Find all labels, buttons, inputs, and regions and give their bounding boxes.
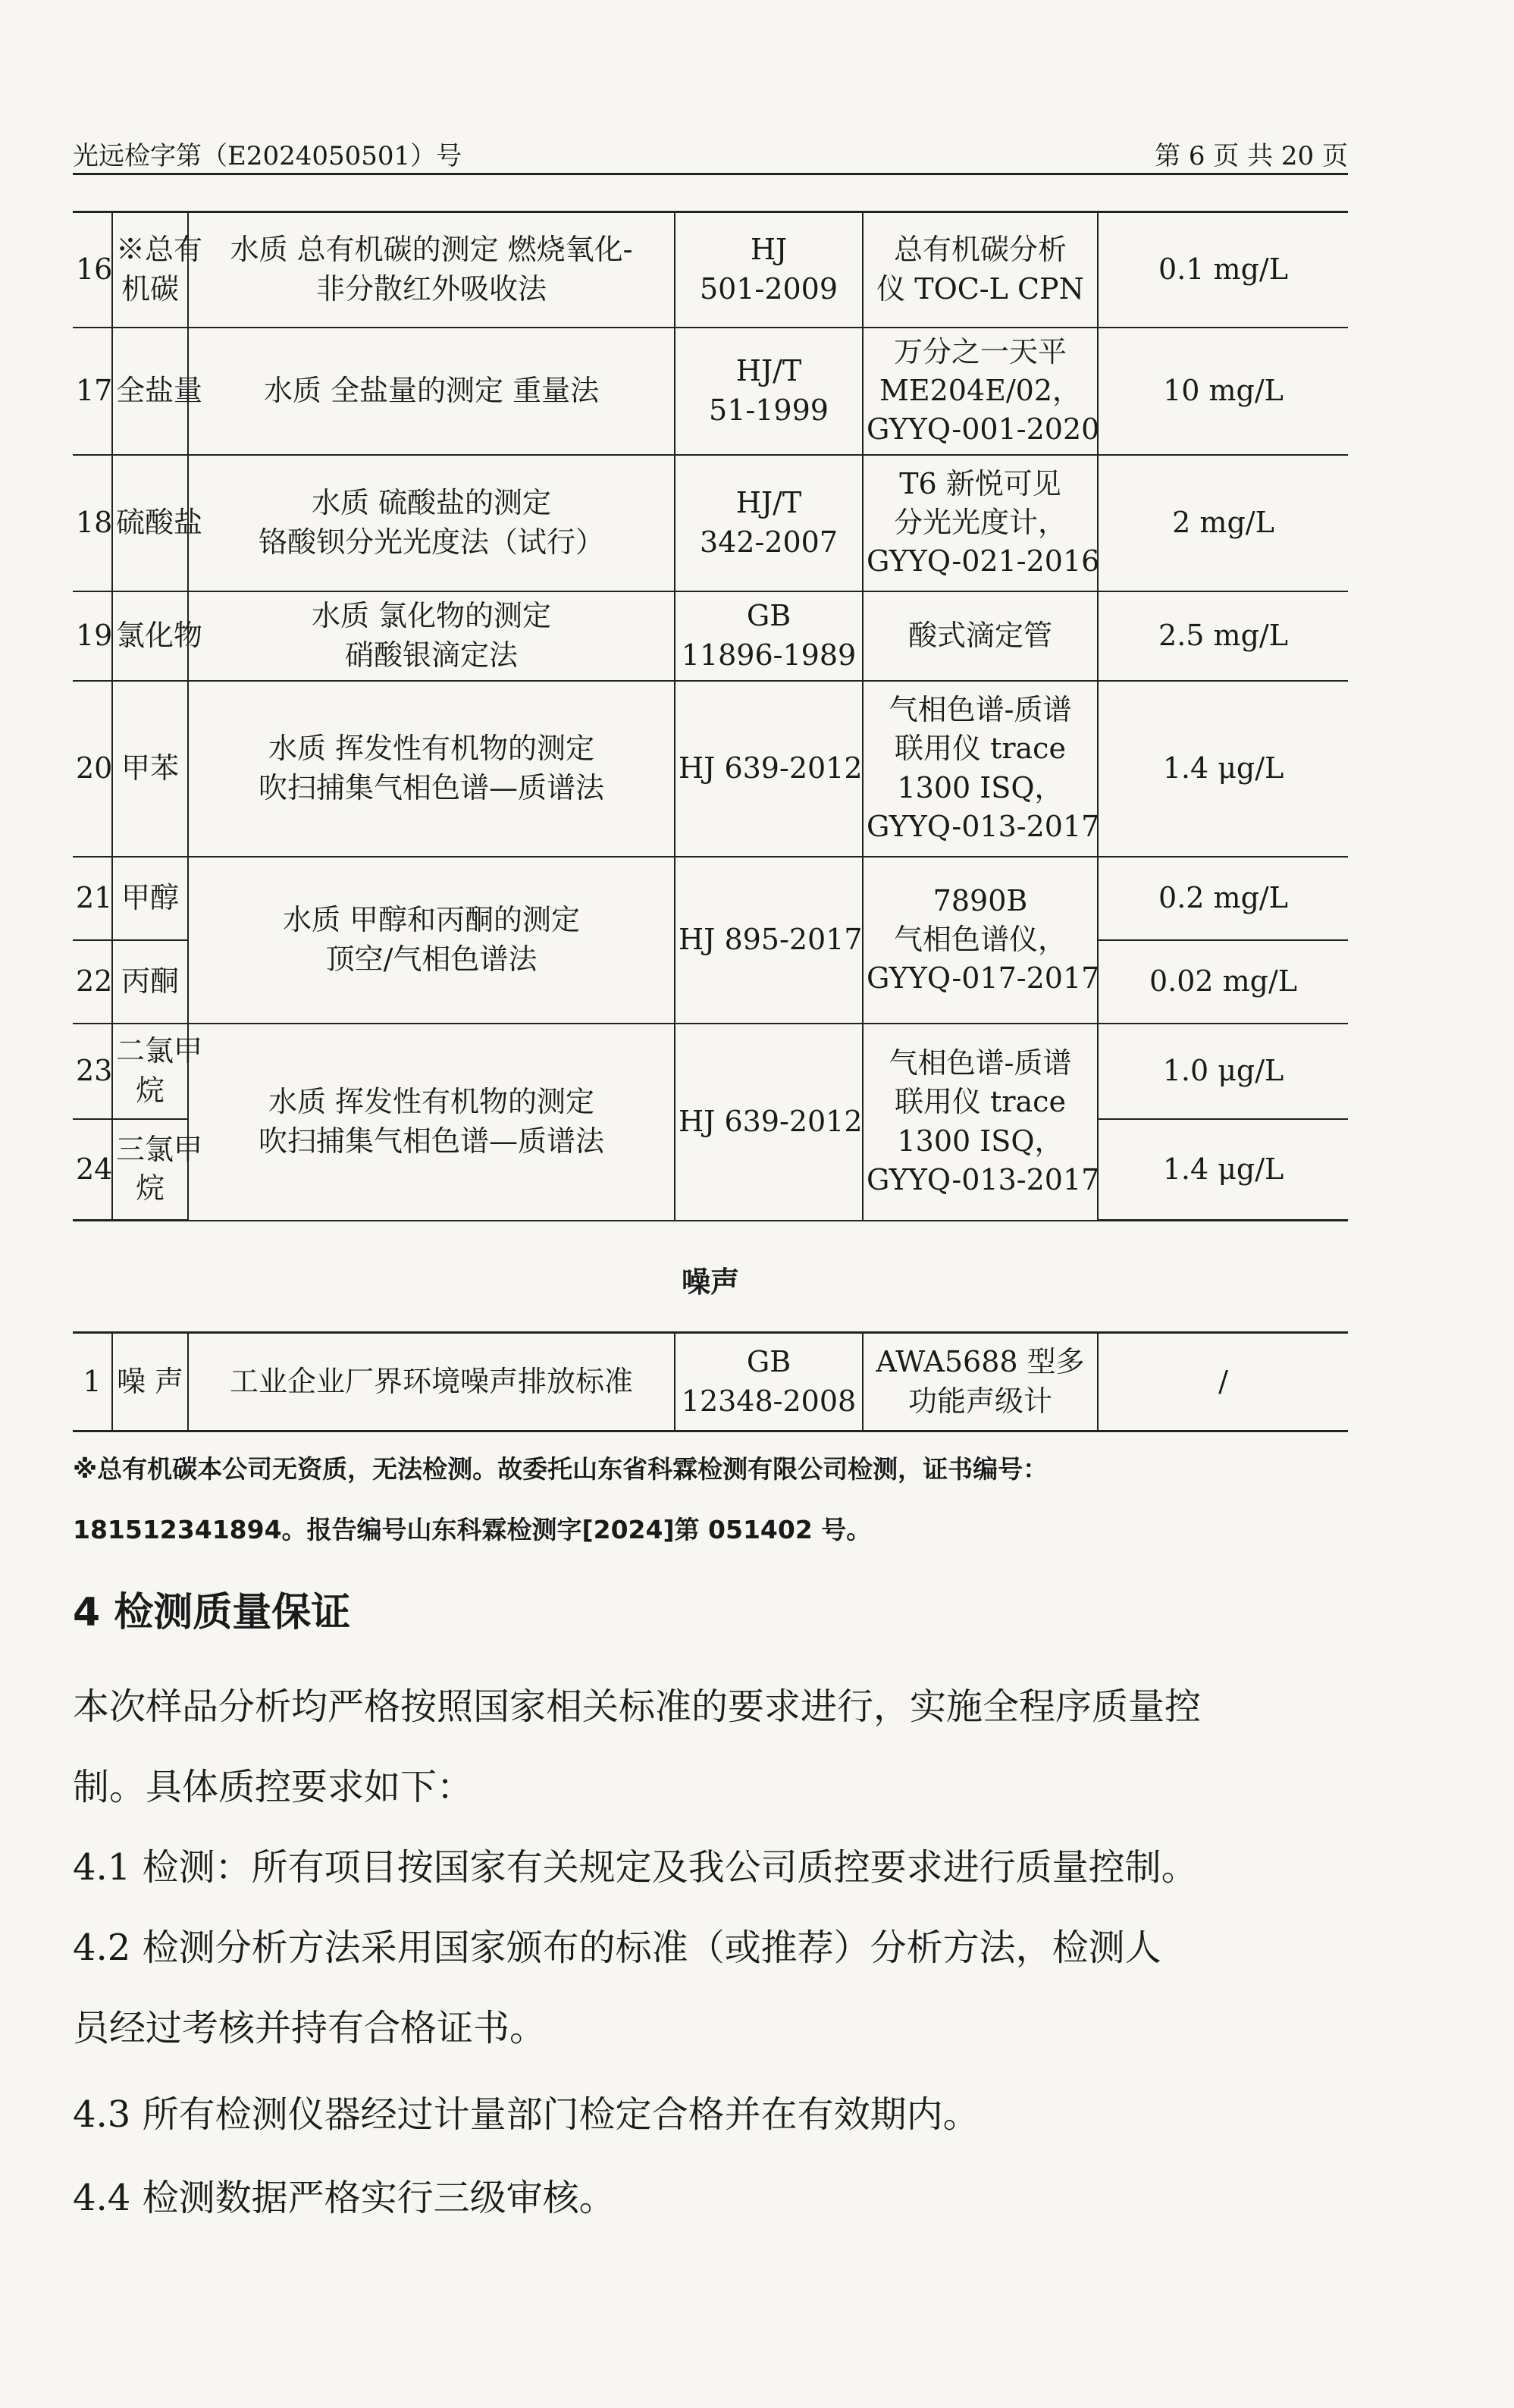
test-method <box>188 591 675 681</box>
test-method <box>188 1333 675 1431</box>
cell-text-line: GB <box>746 1345 791 1379</box>
test-method <box>188 1024 675 1221</box>
cell-text-line: 0.2 mg/L <box>1158 880 1288 914</box>
table-row <box>73 328 1348 455</box>
standard-code <box>675 328 863 455</box>
cell-text-line: 气相色谱仪， <box>893 922 1067 956</box>
cell-text-line: GYYQ-013-2017 <box>867 809 1100 843</box>
cell-text-line: 22 <box>76 964 113 998</box>
instrument <box>863 455 1098 591</box>
cell-text-line: 1 <box>83 1364 102 1398</box>
test-method <box>188 328 675 455</box>
instrument <box>863 591 1098 681</box>
cell-text-line: 0.1 mg/L <box>1158 252 1288 287</box>
cell-text-line: HJ 639-2012 <box>679 751 863 785</box>
item-name <box>112 1333 188 1431</box>
cell-text-line: 1.4 μg/L <box>1162 1152 1284 1186</box>
cell-text-line: 全盐量 <box>116 373 203 407</box>
standard-code <box>675 1333 863 1431</box>
cell-text-line: HJ <box>750 233 788 267</box>
subcontract-note-line-1: ※总有机碳本公司无资质，无法检测。故委托山东省科霖检测有限公司检测，证书编号： <box>73 1454 1049 1484</box>
cell-text-line: 机碳 <box>121 271 179 306</box>
report-number: 光远检字第（E2024050501）号 <box>73 141 462 171</box>
cell-text-line: 11896-1989 <box>681 638 857 672</box>
cell-text-line: 硫酸盐 <box>116 505 203 539</box>
detection-limit <box>1098 1119 1348 1221</box>
cell-text-line: 万分之一天平 <box>893 334 1067 368</box>
cell-text-line: HJ 895-2017 <box>679 922 863 956</box>
cell-text-line: 二氯甲 <box>116 1034 203 1068</box>
table-row <box>73 681 1348 857</box>
paragraph-line: 员经过考核并持有合格证书。 <box>73 2007 547 2049</box>
test-method <box>188 681 675 857</box>
cell-text-line: 23 <box>76 1053 113 1087</box>
cell-text-line: 功能声级计 <box>907 1384 1052 1418</box>
cell-text-line: 气相色谱-质谱 <box>889 692 1072 726</box>
cell-text-line: 三氯甲 <box>116 1132 203 1166</box>
test-method <box>188 857 675 1024</box>
cell-text-line: 24 <box>76 1152 113 1186</box>
standard-code <box>675 591 863 681</box>
cell-text-line: 吹扫捕集气相色谱—质谱法 <box>258 770 604 804</box>
instrument <box>863 1333 1098 1431</box>
cell-text-line: / <box>1218 1364 1228 1398</box>
cell-text-line: 19 <box>76 618 113 652</box>
cell-text-line: 水质 挥发性有机物的测定 <box>268 732 595 766</box>
cell-text-line: 10 mg/L <box>1163 373 1284 407</box>
item-name <box>112 328 203 455</box>
cell-text-line: 铬酸钡分光光度法（试行） <box>258 525 604 559</box>
cell-text-line: 16 <box>76 252 113 287</box>
cell-text-line: GYYQ-013-2017 <box>867 1162 1100 1196</box>
cell-text-line: 17 <box>76 373 113 407</box>
cell-text-line: AWA5688 型多 <box>876 1345 1085 1379</box>
cell-text-line: ME204E/02， <box>879 373 1082 407</box>
cell-text-line: 7890B <box>933 883 1028 917</box>
table-row <box>73 212 1348 328</box>
cell-text-line: 水质 氯化物的测定 <box>311 599 552 633</box>
cell-text-line: 1.0 μg/L <box>1162 1053 1284 1087</box>
cell-text-line: 非分散红外吸收法 <box>315 271 547 306</box>
row-number <box>73 328 112 455</box>
item-name <box>112 591 203 681</box>
noise-table <box>73 1331 1348 1432</box>
cell-text-line: 烷 <box>135 1073 165 1107</box>
paragraph-line: 4.1 检测：所有项目按国家有关规定及我公司质控要求进行质量控制。 <box>73 1846 1198 1889</box>
instrument <box>863 328 1098 455</box>
instrument <box>863 681 1098 857</box>
cell-text-line: 342-2007 <box>699 525 838 559</box>
table-row <box>73 1333 1348 1431</box>
detection-limit <box>1098 455 1348 591</box>
standard-code <box>675 1024 863 1221</box>
cell-text-line: 12348-2008 <box>681 1384 857 1418</box>
cell-text-line: 0.02 mg/L <box>1149 964 1298 998</box>
cell-text-line: 联用仪 trace <box>895 732 1066 766</box>
cell-text-line: HJ 639-2012 <box>679 1104 863 1138</box>
cell-text-line: 吹扫捕集气相色谱—质谱法 <box>258 1124 604 1158</box>
cell-text-line: 酸式滴定管 <box>907 618 1052 652</box>
cell-text-line: 水质 总有机碳的测定 燃烧氧化- <box>230 233 633 267</box>
instrument <box>863 212 1098 328</box>
standard-code <box>675 681 863 857</box>
item-name <box>112 1024 203 1119</box>
cell-text-line: 1300 ISQ， <box>897 1124 1064 1158</box>
cell-text-line: 烷 <box>135 1171 165 1206</box>
section-heading: 4 检测质量保证 <box>73 1590 351 1635</box>
item-name <box>112 1119 203 1221</box>
paragraph-line: 4.2 检测分析方法采用国家颁布的标准（或推荐）分析方法，检测人 <box>73 1927 1161 1969</box>
cell-text-line: 总有机碳分析 <box>893 233 1067 267</box>
row-number <box>73 1333 112 1431</box>
page-header <box>73 135 1348 176</box>
row-number <box>73 212 112 328</box>
cell-text-line: GYYQ-021-2016 <box>867 544 1100 578</box>
cell-text-line: 水质 挥发性有机物的测定 <box>268 1085 595 1119</box>
table-row <box>73 857 1348 940</box>
table-row <box>73 455 1348 591</box>
instrument <box>863 1024 1098 1221</box>
cell-text-line: 501-2009 <box>699 271 838 306</box>
row-number <box>73 1119 112 1221</box>
cell-text-line: 工业企业厂界环境噪声排放标准 <box>229 1364 633 1398</box>
cell-text-line: 水质 全盐量的测定 重量法 <box>263 373 600 407</box>
cell-text-line: GYYQ-001-2020 <box>867 412 1100 447</box>
header-rule <box>73 173 1348 175</box>
cell-text-line: 21 <box>76 880 113 914</box>
cell-text-line: 20 <box>76 751 113 785</box>
cell-text-line: 顶空/气相色谱法 <box>325 942 538 976</box>
cell-text-line: 甲醇 <box>121 880 179 914</box>
method-table <box>73 211 1348 1221</box>
cell-text-line: 51-1999 <box>709 393 829 427</box>
detection-limit <box>1098 212 1348 328</box>
cell-text-line: ※总有 <box>116 233 203 267</box>
detection-limit <box>1098 328 1348 455</box>
paragraph-line: 制。具体质控要求如下： <box>73 1766 474 1808</box>
paragraph-line: 4.3 所有检测仪器经过计量部门检定合格并在有效期内。 <box>73 2093 980 2136</box>
test-method <box>188 455 675 591</box>
cell-text-line: T6 新悦可见 <box>899 466 1061 500</box>
cell-text-line: HJ/T <box>735 486 802 520</box>
cell-text-line: 仪 TOC-L CPN <box>876 271 1084 306</box>
cell-text-line: 甲苯 <box>121 751 179 785</box>
cell-text-line: 1.4 μg/L <box>1162 751 1284 785</box>
cell-text-line: 联用仪 trace <box>895 1085 1066 1119</box>
page-number: 第 6 页 共 20 页 <box>1155 141 1348 171</box>
row-number <box>73 591 112 681</box>
row-number <box>73 1024 112 1119</box>
standard-code <box>675 857 863 1024</box>
cell-text-line: 分光光度计， <box>893 505 1067 539</box>
standard-code <box>675 212 863 328</box>
item-name <box>112 857 188 940</box>
detection-limit <box>1098 681 1348 857</box>
row-number <box>73 857 112 940</box>
row-number <box>73 455 112 591</box>
cell-text-line: 水质 甲醇和丙酮的测定 <box>282 903 581 937</box>
cell-text-line: GYYQ-017-2017 <box>867 961 1100 995</box>
cell-text-line: 硝酸银滴定法 <box>344 638 518 672</box>
instrument <box>863 857 1098 1024</box>
cell-text-line: 2 mg/L <box>1172 505 1274 539</box>
subcontract-note-line-2: 181512341894。报告编号山东科霖检测字[2024]第 051402 号。 <box>73 1515 872 1544</box>
detection-limit <box>1098 857 1348 940</box>
cell-text-line: HJ/T <box>735 354 802 388</box>
detection-limit <box>1098 1024 1348 1119</box>
detection-limit <box>1098 940 1348 1024</box>
cell-text-line: 丙酮 <box>121 964 179 998</box>
cell-text-line: 水质 硫酸盐的测定 <box>311 486 552 520</box>
cell-text-line: 2.5 mg/L <box>1158 618 1288 652</box>
test-method <box>188 212 675 328</box>
noise-section-title: 噪声 <box>681 1265 739 1299</box>
cell-text-line: GB <box>746 599 791 633</box>
table-row <box>73 1024 1348 1119</box>
item-name <box>112 212 203 328</box>
cell-text-line: 18 <box>76 505 113 539</box>
paragraph-line: 本次样品分析均严格按照国家相关标准的要求进行，实施全程序质量控 <box>73 1685 1202 1728</box>
cell-text-line: 噪 声 <box>116 1364 184 1398</box>
row-number <box>73 940 112 1024</box>
cell-text-line: 1300 ISQ， <box>897 770 1064 804</box>
item-name <box>112 940 188 1024</box>
item-name <box>112 455 203 591</box>
detection-limit <box>1098 1333 1348 1431</box>
item-name <box>112 681 188 857</box>
detection-limit <box>1098 591 1348 681</box>
paragraph-line: 4.4 检测数据严格实行三级审核。 <box>73 2177 616 2219</box>
cell-text-line: 氯化物 <box>116 618 203 652</box>
table-row <box>73 591 1348 681</box>
standard-code <box>675 455 863 591</box>
cell-text-line: 气相色谱-质谱 <box>889 1046 1072 1080</box>
row-number <box>73 681 112 857</box>
